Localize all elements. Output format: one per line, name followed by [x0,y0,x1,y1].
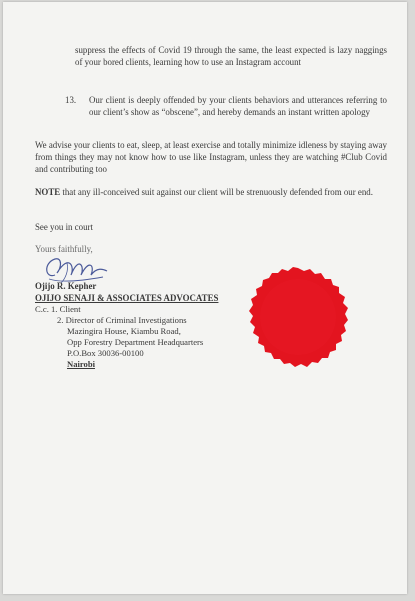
cc-address-2: Opp Forestry Department Headquarters [67,337,204,347]
paragraph-12-continuation: suppress the effects of Covid 19 through the same, the least expected is lazy naggings of your bored clients, learning how to use an Instagram account [75,45,387,67]
closing-line: Yours faithfully, [35,244,93,254]
cc-dci: 2. Director of Criminal Investigations [57,315,187,325]
red-wafer-seal-icon [247,267,349,369]
signer-name: Ojijo R. Kepher [35,281,97,291]
cc-address-4: Nairobi [67,359,96,369]
note-text: that any ill-conceived suit against our client will be strenuously defended from our end. [60,187,373,197]
cc-address-3: P.O.Box 30036-00100 [67,348,144,358]
cc-client: C.c. 1. Client [35,304,81,314]
advice-paragraph: We advise your clients to eat, sleep, at least exercise and totally minimize idleness by staying away from things they may not know how to use like Instagram, unless they are watching #Club Covid and contributing too [35,140,387,174]
see-you-line: See you in court [35,222,93,232]
note-paragraph [35,186,387,198]
item-13-number: 13. [65,95,77,105]
cc-address-1: Mazingira House, Kiambu Road, [67,326,181,336]
note-label: NOTE [35,187,61,197]
firm-name: OJIJO SENAJI & ASSOCIATES ADVOCATES [35,293,219,303]
item-13-text: Our client is deeply offended by your clients behaviors and utterances referring to our client’s show as “obscene”, and hereby demands an instant written apology [89,95,387,117]
letter-page [3,2,407,594]
